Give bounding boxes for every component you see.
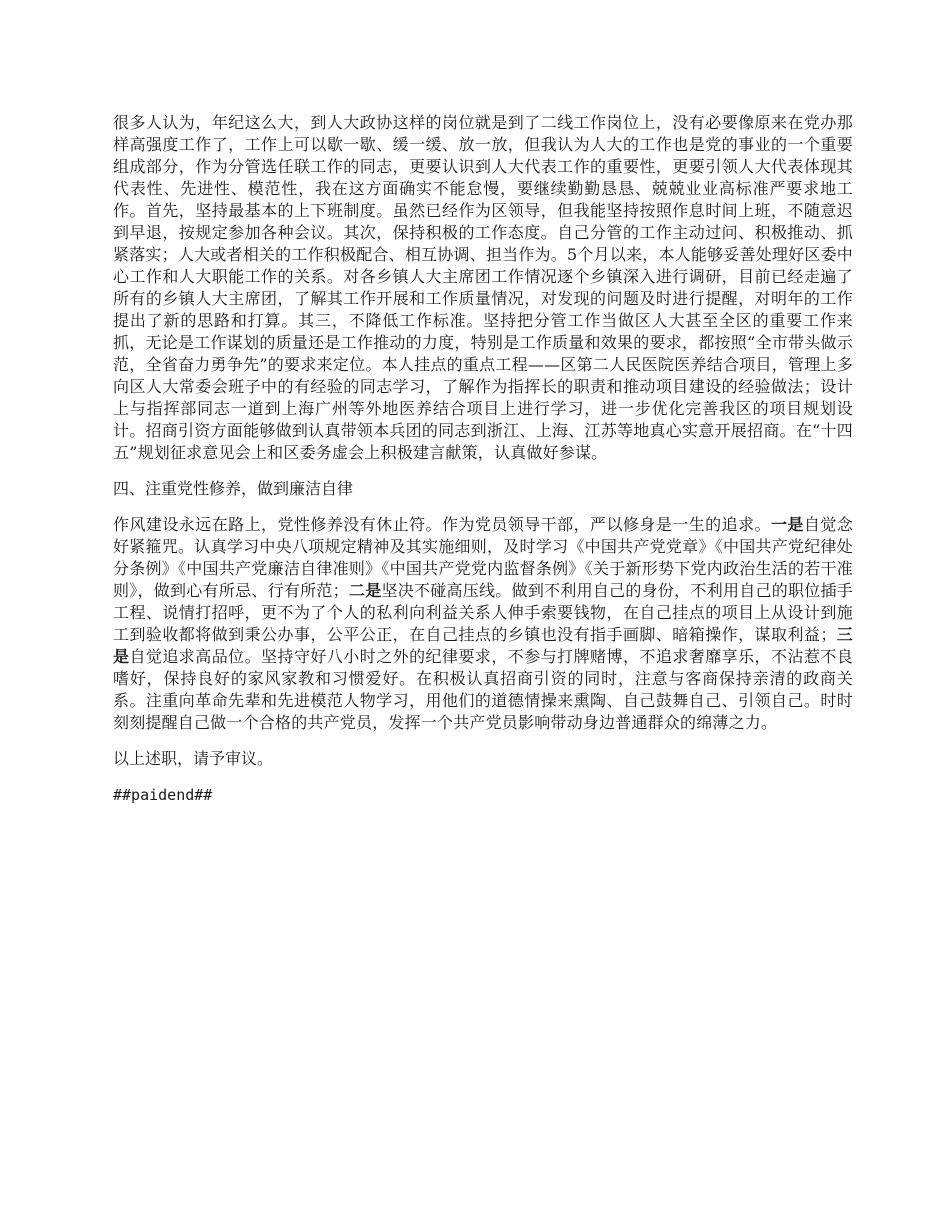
paragraph-intro-text: 作风建设永远在路上，党性修养没有休止符。作为党员领导干部，严以修身是一生的追求。 <box>113 515 771 534</box>
end-marker: ##paidend## <box>113 786 213 804</box>
point-text-second: 坚决不碰高压线。做到不利用自己的身份，不利用自己的职位插手工程、说情打招呼，更不为了个人的私利向利益关系人伸手索要钱物，在自己挂点的项目上从设计到施工到验收都将做到秉公办事，公平公正，在自己挂点的乡镇也没有指手画脚、暗箱操作，谋取利益； <box>113 581 853 644</box>
closing-line: 以上述职，请予审议。 <box>113 749 274 768</box>
point-label-second: 二是 <box>348 581 382 600</box>
paragraph-party-discipline <box>113 514 853 734</box>
point-text-third: 自觉追求高品位。坚持守好八小时之外的纪律要求，不参与打牌赌博，不追求奢靡享乐，不沾惹不良嗜好，保持良好的家风家教和习惯爱好。在积极认真招商引资的同时，注意与客商保持亲清的政商关系。注重向革命先辈和先进模范人物学习，用他们的道德情操来熏陶、自己鼓舞自己、引领自己。时时刻刻提醒自己做一个合格的共产党员，发挥一个共产党员影响带动身边普通群众的绵薄之力。 <box>113 647 853 732</box>
document-body <box>113 112 853 820</box>
point-label-first: 一是 <box>770 515 804 534</box>
point-text-first: 自觉念好紧箍咒。认真学习中央八项规定精神及其实施细则，及时学习《中国共产党党章》《中国共产党纪律处分条例》《中国共产党廉洁自律准则》《中国共产党党内监督条例》《关于新形势下党内政治生活的若干准则》，做到心有所忌、行有所范； <box>113 515 853 600</box>
point-label-third: 三是 <box>113 625 853 666</box>
section-heading-integrity: 四、注重党性修养，做到廉洁自律 <box>113 479 354 498</box>
paragraph-work-attitude: 很多人认为，年纪这么大，到人大政协这样的岗位就是到了二线工作岗位上，没有必要像原来在党办那样高强度工作了，工作上可以歇一歇、缓一缓、放一放，但我认为人大的工作也是党的事业的一个重要组成部分，作为分管选任联工作的同志，更要认识到人大代表工作的重要性，更要引领人大代表体现其代表性、先进性、模范性，我在这方面确实不能怠慢，要继续勤勤恳恳、兢兢业业高标准严要求地工作。首先，坚持最基本的上下班制度。虽然已经作为区领导，但我能坚持按照作息时间上班，不随意迟到早退，按规定参加各种会议。其次，保持积极的工作态度。自己分管的工作主动过问、积极推动、抓紧落实；人大或者相关的工作积极配合、相互协调、担当作为。5个月以来，本人能够妥善处理好区委中心工作和人大职能工作的关系。对各乡镇人大主席团工作情况逐个乡镇深入进行调研，目前已经走遍了所有的乡镇人大主席团，了解其工作开展和工作质量情况，对发现的问题及时进行提醒，对明年的工作提出了新的思路和打算。其三，不降低工作标准。坚持把分管工作当做区人大甚至全区的重要工作来抓，无论是工作谋划的质量还是工作推动的力度，特别是工作质量和效果的要求，都按照“全市带头做示范，全省奋力勇争先”的要求来定位。本人挂点的重点工程——区第二人民医院医养结合项目，管理上多向区人大常委会班子中的有经验的同志学习，了解作为指挥长的职责和推动项目建设的经验做法；设计上与指挥部同志一道到上海广州等外地医养结合项目上进行学习，进一步优化完善我区的项目规划设计。招商引资方面能够做到认真带领本兵团的同志到浙江、上海、江苏等地真心实意开展招商。在“十四五”规划征求意见会上和区委务虚会上积极建言献策，认真做好参谋。 <box>113 113 853 462</box>
